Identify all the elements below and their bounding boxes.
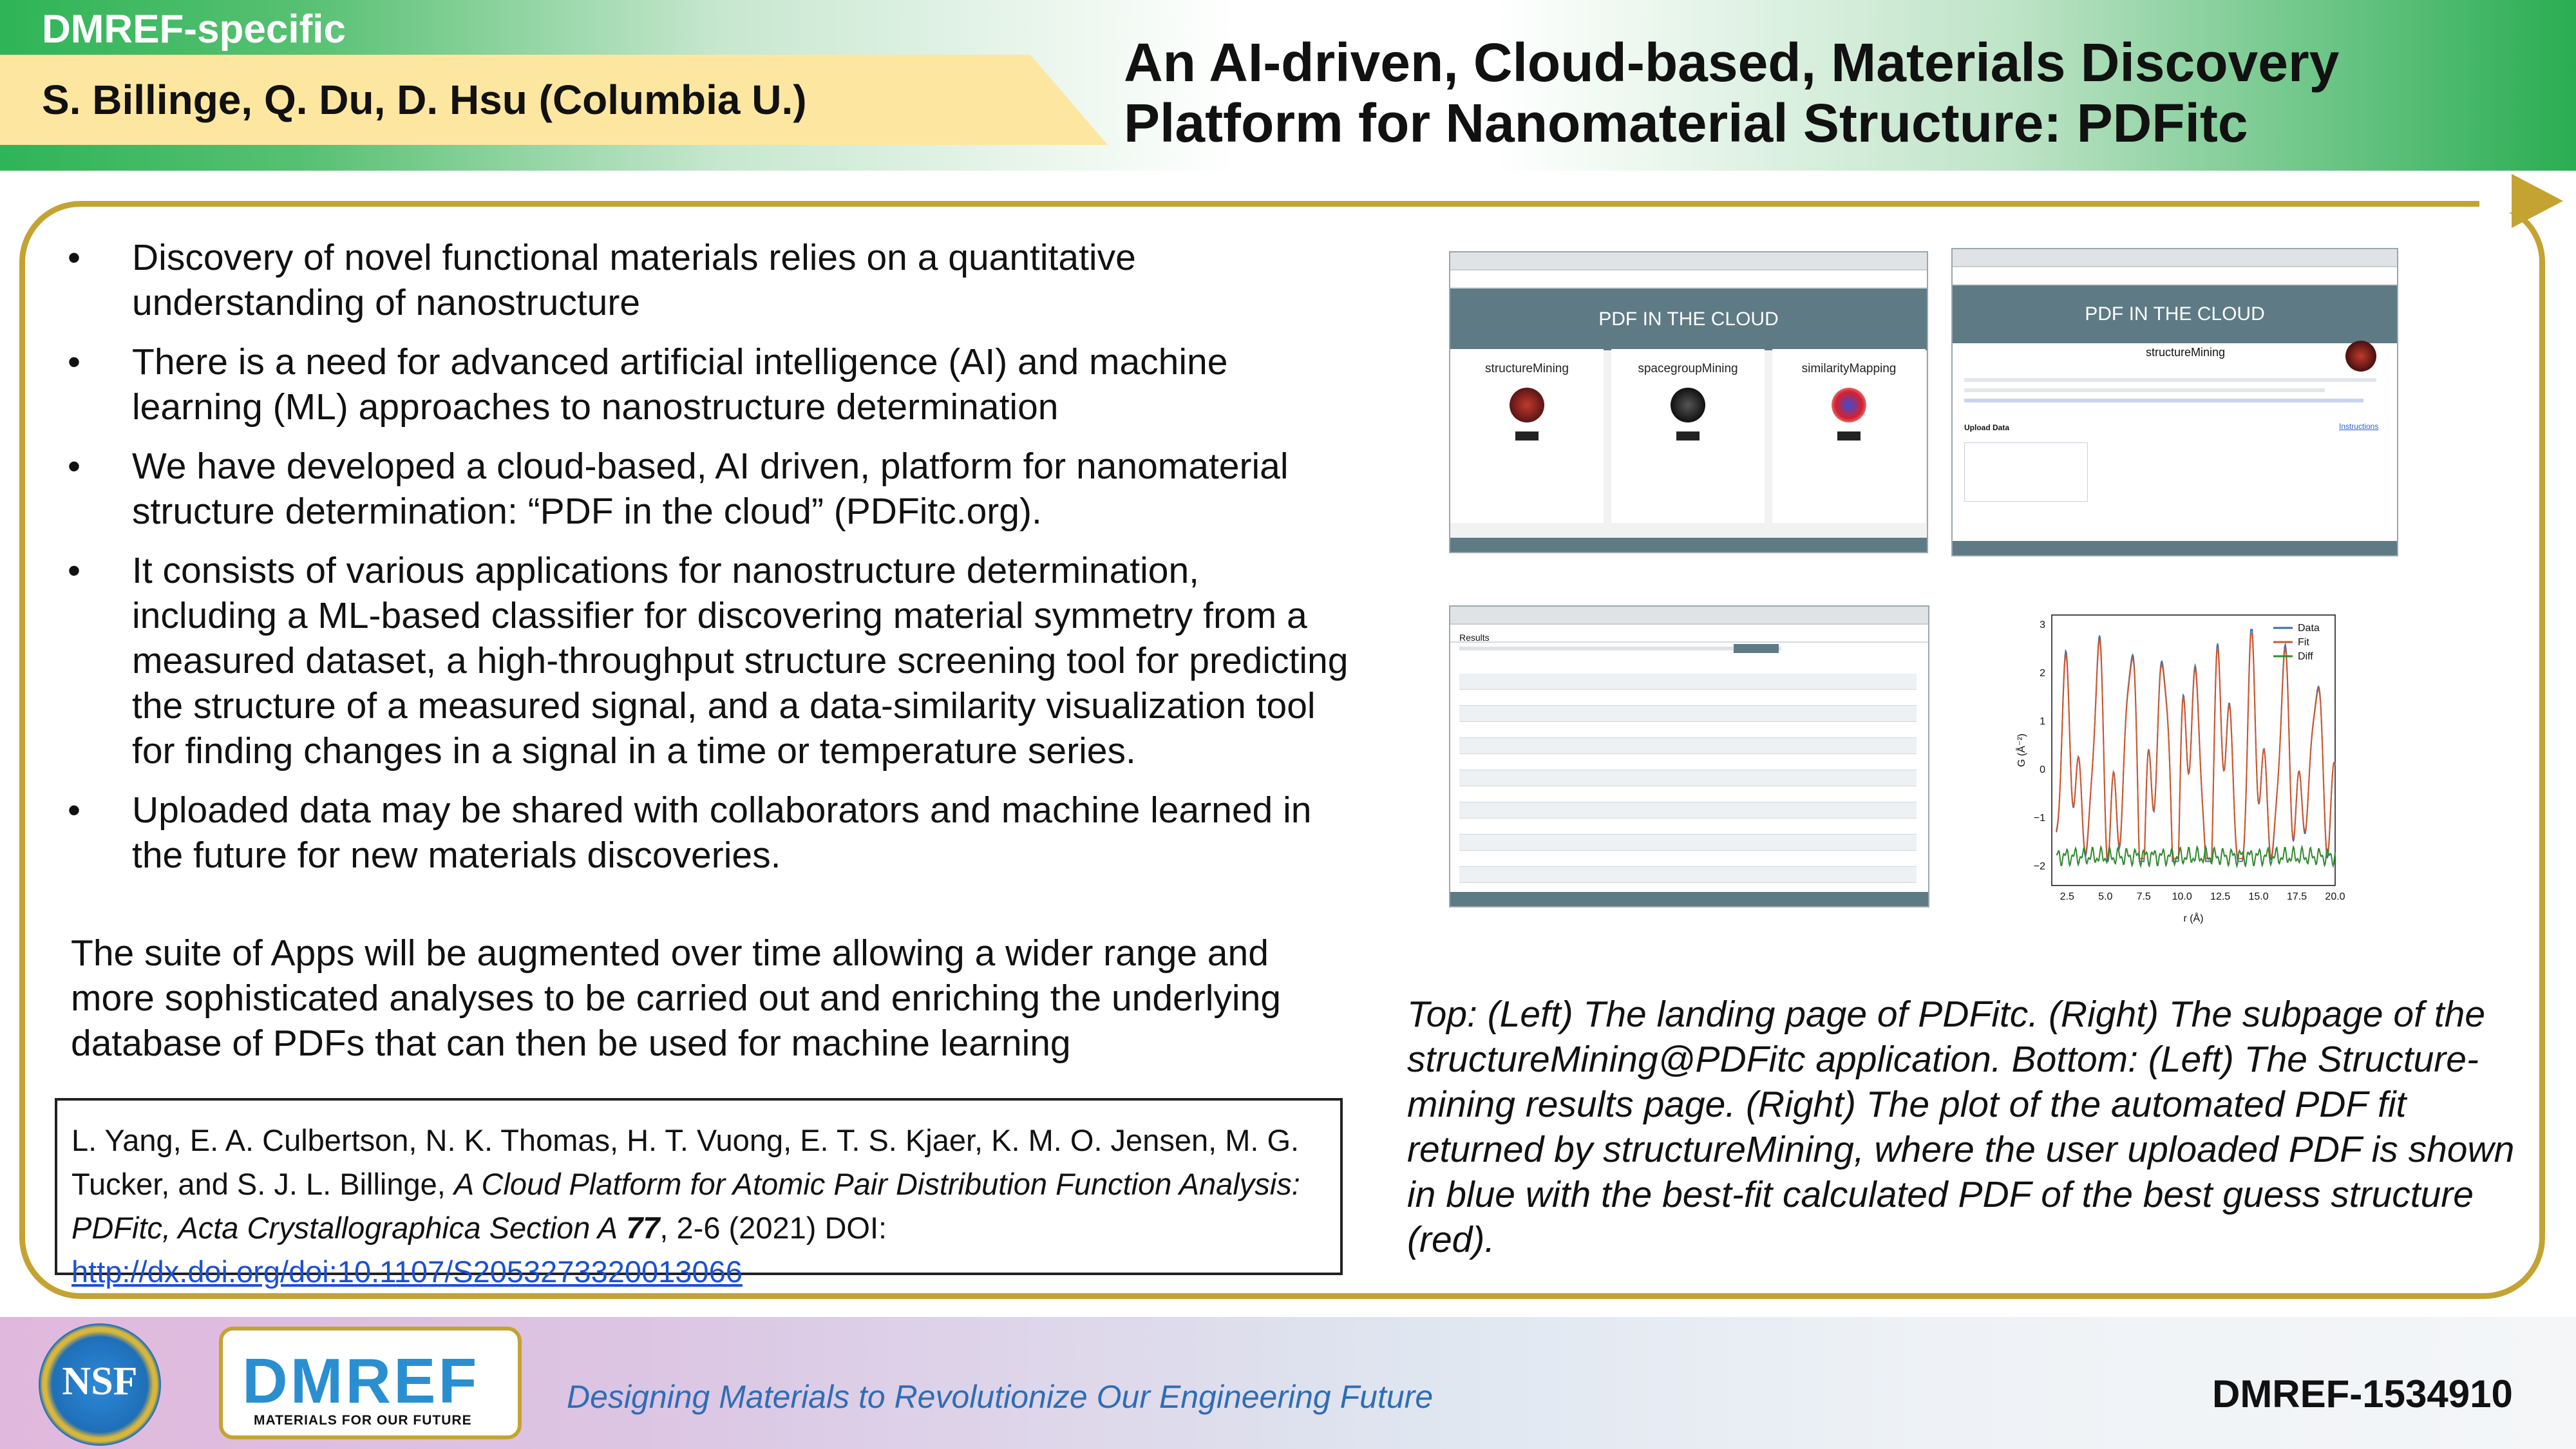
x-tick-label: 17.5 <box>2286 891 2307 902</box>
molecule-icon <box>1510 388 1544 422</box>
plot-svg <box>2016 609 2351 931</box>
map-icon <box>1832 388 1866 422</box>
browser-url-bar <box>1450 270 1927 289</box>
program-tag: DMREF-specific <box>42 7 346 52</box>
table-row <box>1459 851 1917 867</box>
table-row <box>1459 706 1917 722</box>
bullet-dot-icon: • <box>68 446 80 487</box>
table-row <box>1459 802 1917 819</box>
dmref-logo <box>219 1327 522 1439</box>
screenshot-subpage <box>1951 248 2398 556</box>
x-axis-label: r (Å) <box>2183 913 2204 924</box>
nsf-logo-text: NSF <box>62 1359 138 1403</box>
y-tick-label: 3 <box>2040 620 2045 630</box>
x-tick-label: 7.5 <box>2136 891 2151 902</box>
y-tick-label: 1 <box>2040 716 2045 727</box>
bullet-item: • Discovery of novel functional materials relies on a quantitative understanding of nanostructure <box>61 235 1349 325</box>
y-axis-label: G (Å⁻²) <box>2016 734 2027 767</box>
legend-label: Diff <box>2298 651 2313 662</box>
results-title: Results <box>1459 632 1490 643</box>
x-tick-label: 12.5 <box>2210 891 2231 902</box>
landing-banner: PDF IN THE CLOUD <box>1450 289 1927 350</box>
grant-number: DMREF-1534910 <box>2212 1372 2513 1416</box>
legend-label: Data <box>2298 623 2320 634</box>
citation-pages: , 2-6 (2021) DOI: <box>659 1211 887 1245</box>
y-tick-label: −2 <box>2033 861 2045 872</box>
title-line-1: An AI-driven, Cloud-based, Materials Discovery <box>1124 32 2340 93</box>
frame-arrow-icon <box>2512 174 2563 228</box>
molecule-icon <box>2345 341 2376 372</box>
x-tick-label: 5.0 <box>2098 891 2113 902</box>
start-button <box>1515 431 1539 440</box>
app-card-spacegroup-mining: spacegroupMining <box>1611 349 1765 523</box>
browser-tab-bar <box>1953 249 2397 267</box>
subpage-footer-bar <box>1953 541 2397 555</box>
table-row <box>1459 835 1917 851</box>
table-row <box>1459 770 1917 786</box>
table-row <box>1459 674 1917 690</box>
upload-data-label: Upload Data <box>1964 423 2010 432</box>
x-tick-label: 15.0 <box>2248 891 2269 902</box>
summary-paragraph: The suite of Apps will be augmented over time allowing a wider range and more sophisticated analyses to be carried out and enriching the underlying database of PDFs that can then be used for machine learning <box>71 933 1281 1064</box>
results-table <box>1459 674 1917 886</box>
browser-url-bar <box>1953 267 2397 285</box>
legend-label: Fit <box>2298 637 2309 648</box>
citation-volume: 77 <box>626 1211 660 1245</box>
browser-tab-bar <box>1450 607 1928 625</box>
footer-tagline: Designing Materials to Revolutionize Our Engineering Future <box>567 1379 1434 1415</box>
citation-box <box>55 1098 1343 1289</box>
authors: S. Billinge, Q. Du, D. Hsu (Columbia U.) <box>42 77 807 123</box>
y-tick-label: 2 <box>2040 668 2045 679</box>
app-card-similarity-mapping: similarityMapping <box>1772 349 1926 523</box>
x-tick-label: 10.0 <box>2172 891 2192 902</box>
x-tick-label: 20.0 <box>2325 891 2345 902</box>
lattice-icon <box>1671 388 1705 422</box>
bullet-item: • It consists of various applications for nanostructure determination, including a ML-based classifier for discovering material symmetry from a measured dataset, a high-throughput structure screening tool for predicting the structure of a measured signal, and a data-similarity visualization tool for finding changes in a signal in a time or temperature series. <box>61 548 1349 773</box>
x-tick-label: 2.5 <box>2060 891 2074 902</box>
subpage-title: structureMining <box>2146 346 2226 359</box>
table-row <box>1459 786 1917 802</box>
subpage-banner: PDF IN THE CLOUD <box>1953 285 2397 343</box>
table-row <box>1459 754 1917 770</box>
title-line-2: Platform for Nanomaterial Structure: PDFitc <box>1124 93 2248 153</box>
citation-doi-link[interactable]: http://dx.doi.org/doi:10.1107/S2053273320013066 <box>71 1255 743 1289</box>
citation-authors: L. Yang, E. A. Culbertson, N. K. Thomas, H. T. Vuong, E. T. S. Kjaer, K. M. O. Jensen, M. G. Tucker, and S. J. L. Billinge, <box>71 1123 1300 1201</box>
bullet-item: • Uploaded data may be shared with collaborators and machine learned in the future for new materials discoveries. <box>61 788 1349 878</box>
start-button <box>1837 431 1861 440</box>
table-row <box>1459 819 1917 835</box>
screenshot-results-page <box>1449 605 1929 907</box>
bullet-item: • There is a need for advanced artificial intelligence (AI) and machine learning (ML) approaches to nanostructure determination <box>61 339 1349 430</box>
figure-caption: Top: (Left) The landing page of PDFitc. (Right) The subpage of the structureMining@PDFitc application. Bottom: (Left) The Structure-mining results page. (Right) The plot of the automated PDF fit returned by structureMining, where the user uploaded PDF is shown in blue with the best-fit calculated PDF of the best guess structure (red). <box>1407 994 2515 1260</box>
bullet-item: • We have developed a cloud-based, AI driven, platform for nanomaterial structure determination: “PDF in the cloud” (PDFitc.org). <box>61 444 1349 534</box>
bullet-dot-icon: • <box>68 550 80 591</box>
bullet-dot-icon: • <box>68 237 80 278</box>
screenshot-landing-page <box>1449 251 1928 553</box>
browser-tab-bar <box>1450 252 1927 270</box>
citation-title: A Cloud Platform for Atomic Pair Distribution Function Analysis: PDFitc, Acta Crystallographica Section A <box>71 1167 1300 1245</box>
y-tick-label: −1 <box>2033 813 2045 824</box>
dmref-logo-text: DMREF <box>242 1345 480 1416</box>
table-row <box>1459 722 1917 738</box>
bullet-dot-icon: • <box>68 790 80 831</box>
dmref-logo-subtext: MATERIALS FOR OUR FUTURE <box>254 1413 472 1428</box>
upload-form <box>1964 442 2088 502</box>
browser-url-bar <box>1450 625 1928 643</box>
instructions-link: Instructions <box>2339 422 2379 431</box>
landing-footer-bar <box>1450 538 1927 552</box>
download-button <box>1734 644 1779 653</box>
table-row <box>1459 738 1917 754</box>
page-title <box>1124 32 2541 153</box>
table-row <box>1459 867 1917 883</box>
bullet-dot-icon: • <box>68 341 80 383</box>
table-row <box>1459 690 1917 706</box>
results-footer-bar <box>1450 892 1928 906</box>
bullet-list <box>61 235 1349 892</box>
app-card-structure-mining: structureMining <box>1450 349 1604 523</box>
start-button <box>1676 431 1700 440</box>
y-tick-label: 0 <box>2040 764 2045 775</box>
pdf-fit-plot <box>2016 609 2351 931</box>
